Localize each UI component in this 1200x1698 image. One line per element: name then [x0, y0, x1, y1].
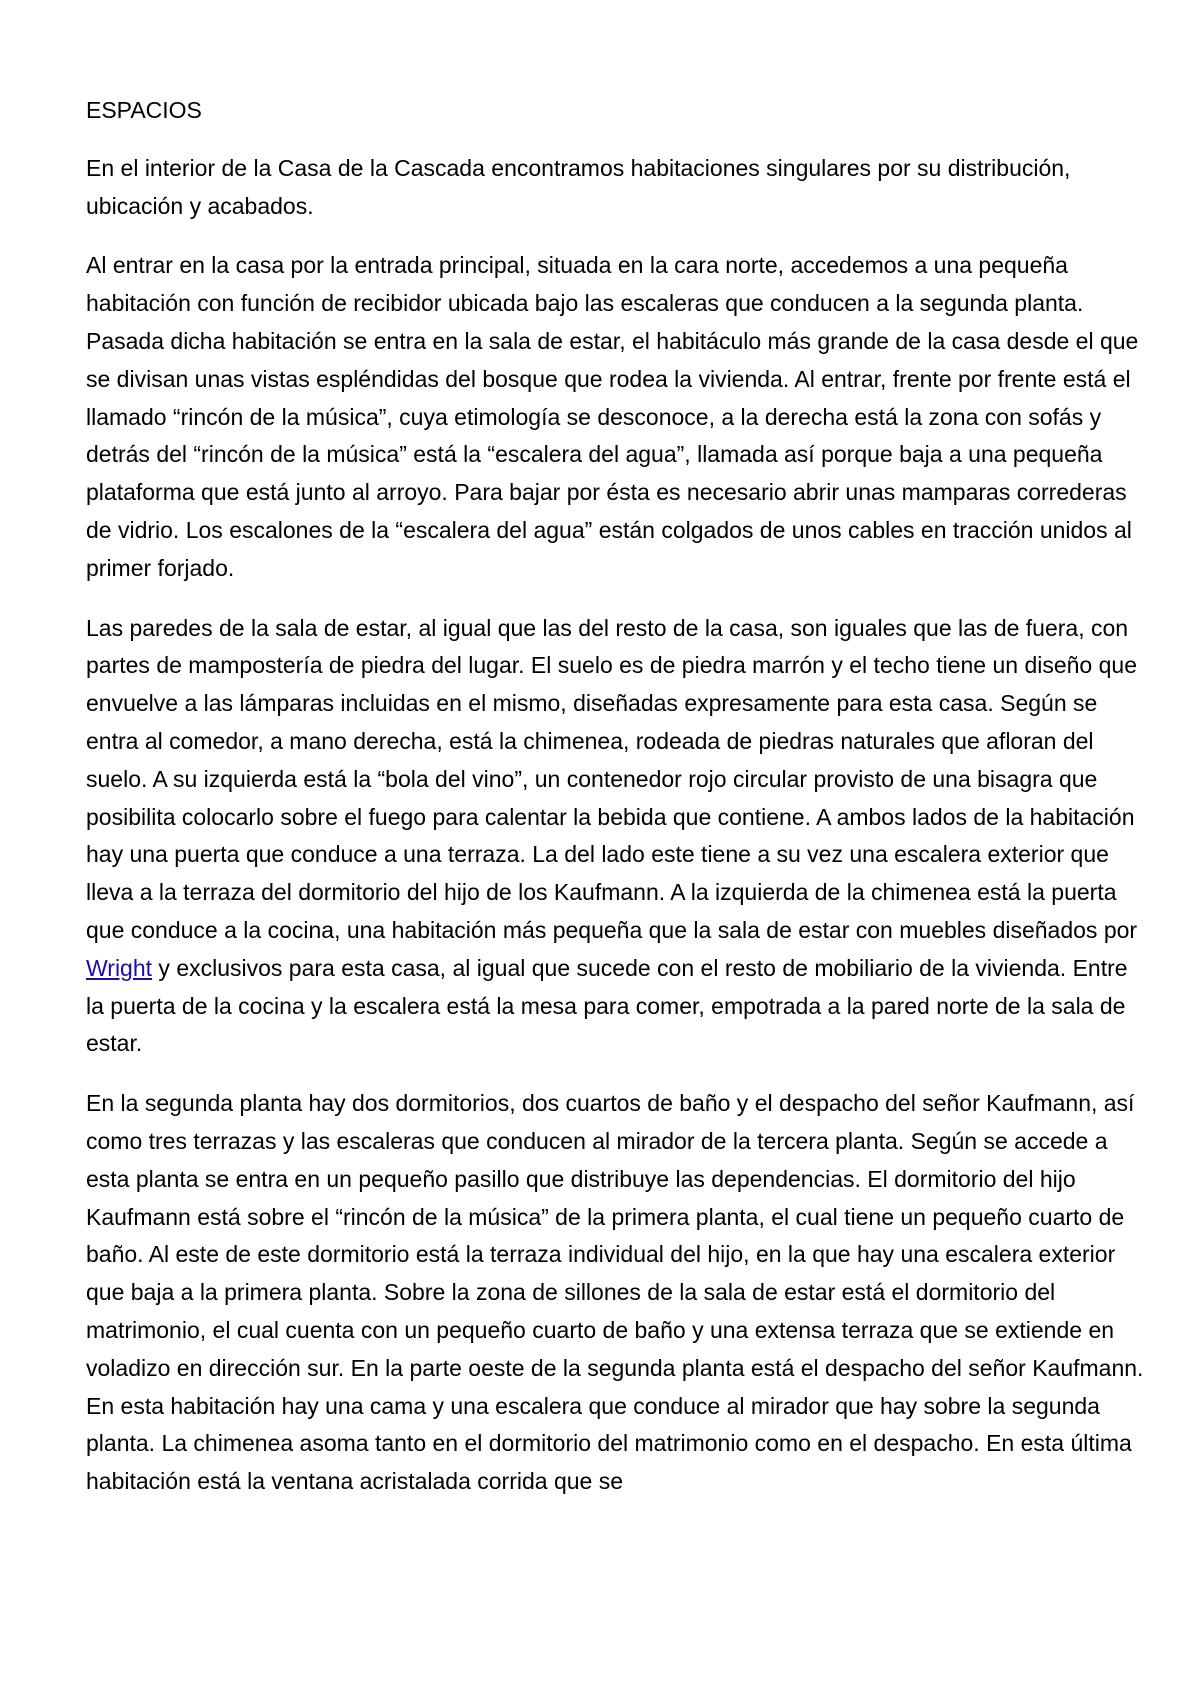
second-floor-paragraph: En la segunda planta hay dos dormitorios, dos cuartos de baño y el despacho del señor Kaufmann, así como tres terrazas y las escaleras que conducen al mirador de la tercera planta. Según se accede a esta planta se entra en un pequeño pasillo que distribuye las dependencias. El dormitorio del hijo Kaufmann está sobre el “rincón de la música” de la primera planta, el cual tiene un pequeño cuarto de baño. Al este de este dormitorio está la terraza individual del hijo, en la que hay una escalera exterior que baja a la primera planta. Sobre la zona de sillones de la sala de estar está el dormitorio del matrimonio, el cual cuenta con un pequeño cuarto de baño y una extensa terraza que se extiende en voladizo en dirección sur. En la parte oeste de la segunda planta está el despacho del señor Kaufmann. En esta habitación hay una cama y una escalera que conduce al mirador que hay sobre la segunda planta. La chimenea asoma tanto en el dormitorio del matrimonio como en el despacho. En esta última habitación está la ventana acristalada corrida que se [86, 1090, 1144, 1495]
living-room-paragraph [86, 610, 1151, 1064]
living-room-text-before-link: Las paredes de la sala de estar, al igual que las del resto de la casa, son iguales que las de fuera, con partes de mampostería de piedra del lugar. El suelo es de piedra marrón y el techo tiene un diseño que envuelve a las lámparas incluidas en el mismo, diseñadas expresamente para esta casa. Según se entra al comedor, a mano derecha, está la chimenea, rodeada de piedras naturales que afloran del suelo. A su izquierda está la “bola del vino”, un contenedor rojo circular provisto de una bisagra que posibilita colocarlo sobre el fuego para calentar la bebida que contiene. A ambos lados de la habitación hay una puerta que conduce a una terraza. La del lado este tiene a su vez una escalera exterior que lleva a la terraza del dormitorio del hijo de los Kaufmann. A la izquierda de la chimenea está la puerta que conduce a la cocina, una habitación más pequeña que la sala de estar con muebles diseñados por [86, 614, 1138, 943]
section-heading: ESPACIOS [86, 97, 202, 123]
intro-paragraph: En el interior de la Casa de la Cascada encontramos habitaciones singulares por su distribución, ubicación y acabados. [86, 154, 1071, 219]
document-page [86, 92, 1151, 1523]
entrance-paragraph: Al entrar en la casa por la entrada principal, situada en la cara norte, accedemos a una pequeña habitación con función de recibidor ubicada bajo las escaleras que conducen a la segunda planta. Pasada dicha habitación se entra en la sala de estar, el habitáculo más grande de la casa desde el que se divisan unas vistas espléndidas del bosque que rodea la vivienda. Al entrar, frente por frente está el llamado “rincón de la música”, cuya etimología se desconoce, a la derecha está la zona con sofás y detrás del “rincón de la música” está la “escalera del agua”, llamada así porque baja a una pequeña plataforma que está junto al arroyo. Para bajar por ésta es necesario abrir unas mamparas correderas de vidrio. Los escalones de la “escalera del agua” están colgados de unos cables en tracción unidos al primer forjado. [86, 252, 1139, 581]
living-room-text-after-link: y exclusivos para esta casa, al igual que sucede con el resto de mobiliario de la vivienda. Entre la puerta de la cocina y la escalera está la mesa para comer, empotrada a la pared norte de la sala de estar. [86, 954, 1128, 1057]
wright-link[interactable]: Wright [86, 954, 153, 981]
